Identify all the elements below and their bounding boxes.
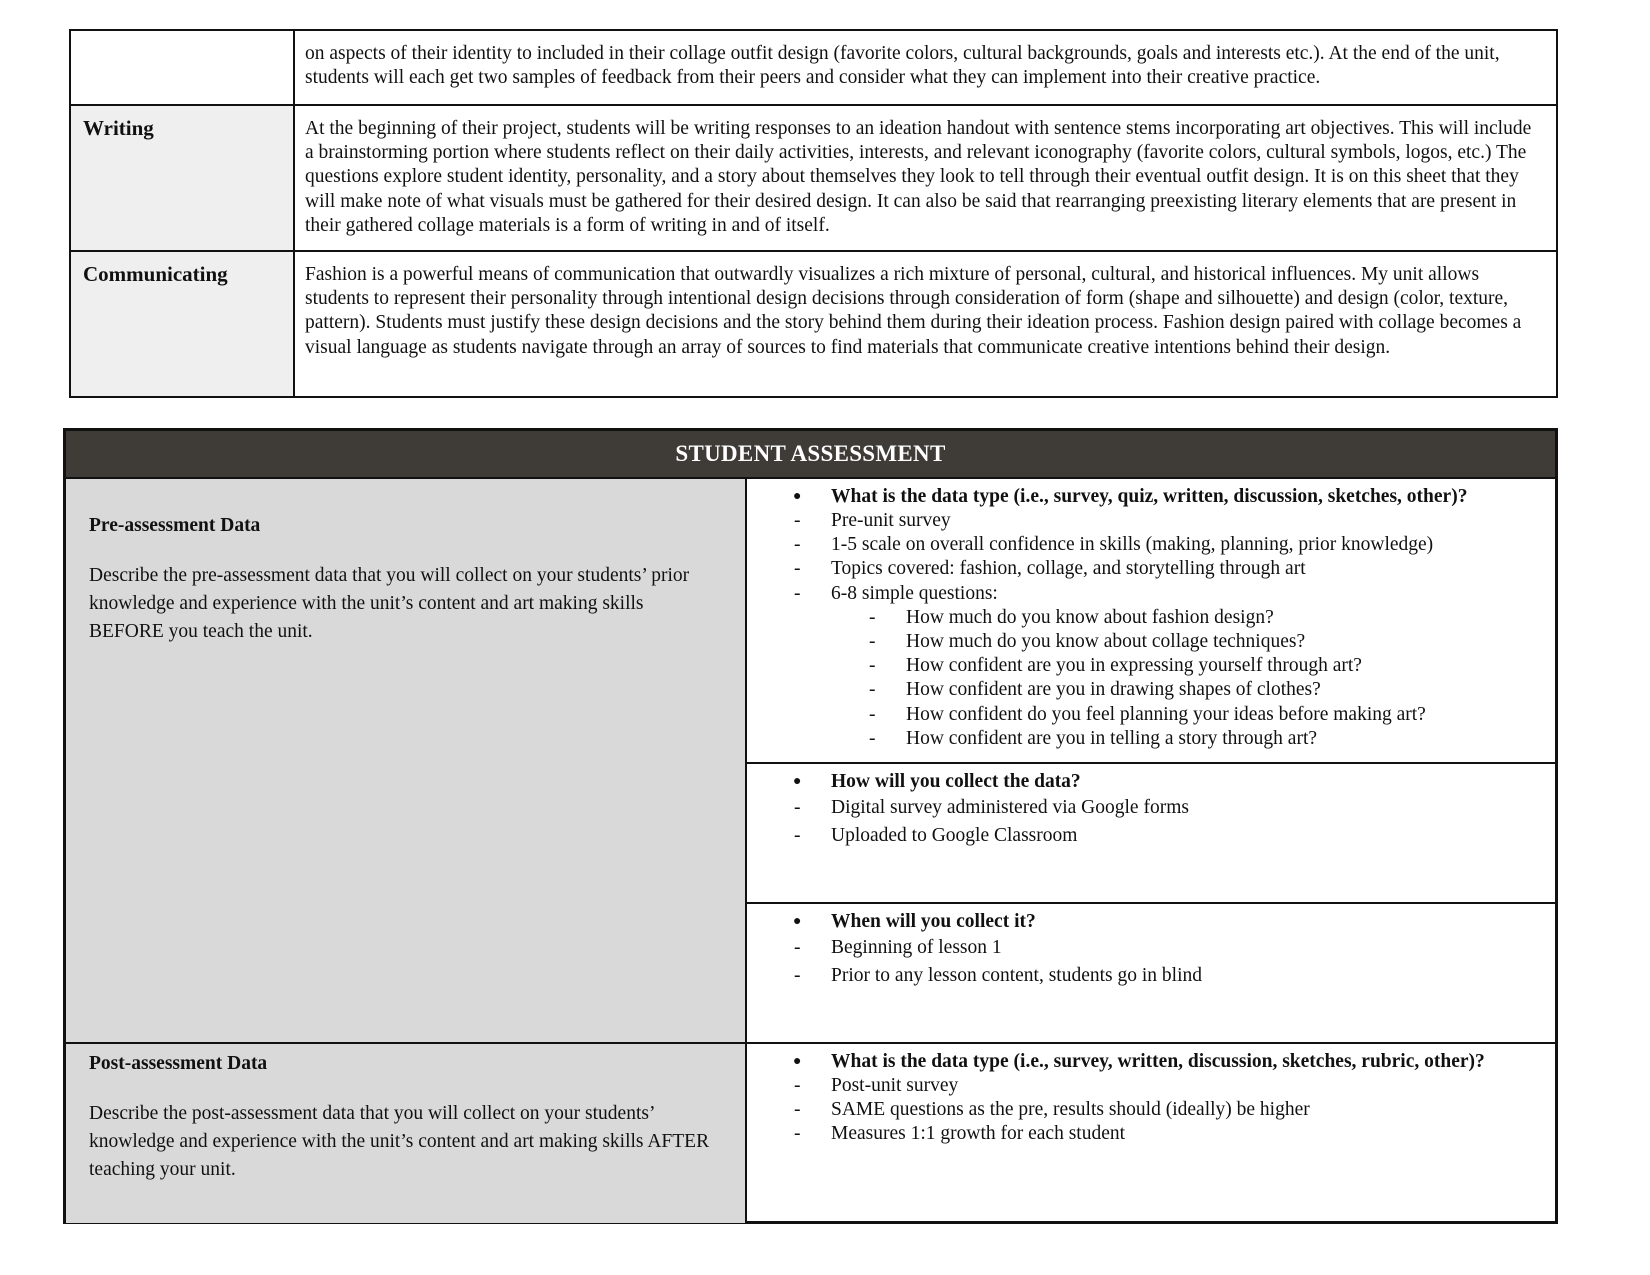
pre-assessment-label-cell <box>66 479 747 1042</box>
bullet-icon: ● <box>793 1054 802 1069</box>
survey-question-item: - How much do you know about collage techniques? <box>747 630 1555 654</box>
list-item: - Prior to any lesson content, students go in blind <box>747 962 1555 990</box>
section-header: STUDENT ASSESSMENT <box>66 431 1555 479</box>
collection-time-section <box>747 904 1555 1042</box>
post-assessment-label: Post-assessment Data <box>89 1053 268 1074</box>
dash-icon: - <box>869 727 876 749</box>
list-item: - Post-unit survey <box>747 1074 1555 1098</box>
dash-icon: - <box>869 631 876 653</box>
collection-method-section <box>747 764 1555 904</box>
communicating-text: Fashion is a powerful means of communication that outwardly visualizes a rich mixture of personal, cultural, and historical influences. My unit allows students to represent their personality through intentional design decisions through consideration of form (shape and silhouette) and design (color, texture, pattern). Students must justify these design decisions and the story behind them during their ideation process. Fashion design paired with collage becomes a visual language as students navigate through an array of sources to find materials that communicate creative intentions behind their design. <box>294 251 1557 397</box>
dash-icon: - <box>869 606 876 628</box>
dash-icon: - <box>794 1075 801 1096</box>
post-assessment-row <box>66 1044 1555 1223</box>
dash-icon: - <box>794 582 801 604</box>
list-item: - Beginning of lesson 1 <box>747 934 1555 962</box>
dash-icon: - <box>794 964 801 986</box>
survey-question-item: - How much do you know about fashion design? <box>747 606 1555 630</box>
list-item: - Pre-unit survey <box>747 509 1555 533</box>
list-item: - Uploaded to Google Classroom <box>747 822 1555 850</box>
post-data-type-section <box>747 1044 1555 1223</box>
pre-assessment-description: Describe the pre-assessment data that you will collect on your students’ prior knowledge and experience with the unit’s content and art making skills BEFORE you teach the unit. <box>89 565 690 642</box>
writing-text: At the beginning of their project, students will be writing responses to an ideation handout with sentence stems incorporating art objectives. This will include a brainstorming portion where students reflect on their daily activities, interests, and relevant iconography (favorite colors, cultural symbols, logos, etc.) The questions explore student identity, personality, and a story about themselves they look to tell through their eventual outfit design. It is on this sheet that they will make note of what visuals must be gathered for their desired design. It can also be said that rearranging preexisting literary elements that are present in their gathered collage materials is a form of writing in and of itself. <box>294 105 1557 251</box>
survey-question-item: - How confident are you in telling a story through art? <box>747 727 1555 751</box>
list-item: - SAME questions as the pre, results should (ideally) be higher <box>747 1098 1555 1122</box>
dash-icon: - <box>869 679 876 701</box>
pre-assessment-label: Pre-assessment Data <box>89 515 261 536</box>
dash-icon: - <box>869 655 876 677</box>
pre-assessment-details <box>747 479 1555 1042</box>
row-label-communicating: Communicating <box>70 251 294 397</box>
dash-icon: - <box>794 937 801 958</box>
dash-icon: - <box>794 558 801 580</box>
dash-icon: - <box>794 797 801 818</box>
continuation-text: on aspects of their identity to included in their collage outfit design (favorite colors, cultural backgrounds, goals and interests etc.). At the end of the unit, students will each get two samples of feedback from their peers and consider what they can implement into their creative practice. <box>294 30 1557 105</box>
pre-assessment-row <box>66 479 1555 1044</box>
bullet-icon: ● <box>793 914 802 929</box>
table-row <box>70 30 1557 105</box>
row-label-writing: Writing <box>70 105 294 251</box>
post-assessment-details <box>747 1044 1555 1223</box>
list-item: - Measures 1:1 growth for each student <box>747 1122 1555 1146</box>
dash-icon: - <box>794 824 801 846</box>
student-assessment-table <box>63 428 1558 1224</box>
table-row <box>70 251 1557 397</box>
data-type-section <box>747 479 1555 764</box>
dash-icon: - <box>794 510 801 531</box>
collect-question: ● How will you collect the data? <box>747 770 1555 794</box>
list-item: - Topics covered: fashion, collage, and storytelling through art <box>747 557 1555 581</box>
dash-icon: - <box>869 703 876 725</box>
dash-icon: - <box>794 1099 801 1121</box>
post-assessment-label-cell <box>66 1044 747 1223</box>
dash-icon: - <box>794 534 801 556</box>
post-data-type-question: ● What is the data type (i.e., survey, written, discussion, sketches, rubric, other)? <box>747 1050 1555 1074</box>
bullet-icon: ● <box>793 489 802 504</box>
survey-question-item: - How confident are you in drawing shapes of clothes? <box>747 678 1555 702</box>
survey-question-item: - How confident do you feel planning your ideas before making art? <box>747 703 1555 727</box>
when-question: ● When will you collect it? <box>747 910 1555 934</box>
list-item: - 6-8 simple questions: <box>747 582 1555 606</box>
list-item: - 1-5 scale on overall confidence in skills (making, planning, prior knowledge) <box>747 533 1555 557</box>
table-row <box>70 105 1557 251</box>
dash-icon: - <box>794 1123 801 1145</box>
post-assessment-description: Describe the post-assessment data that you will collect on your students’ knowledge and experience with the unit’s content and art making skills AFTER teaching your unit. <box>89 1103 710 1180</box>
empty-label-cell <box>70 30 294 105</box>
list-item: - Digital survey administered via Google forms <box>747 794 1555 822</box>
data-type-question: ● What is the data type (i.e., survey, quiz, written, discussion, sketches, other)? <box>747 485 1555 509</box>
unit-plan-table <box>69 29 1558 398</box>
survey-question-item: - How confident are you in expressing yourself through art? <box>747 654 1555 678</box>
bullet-icon: ● <box>793 774 802 789</box>
